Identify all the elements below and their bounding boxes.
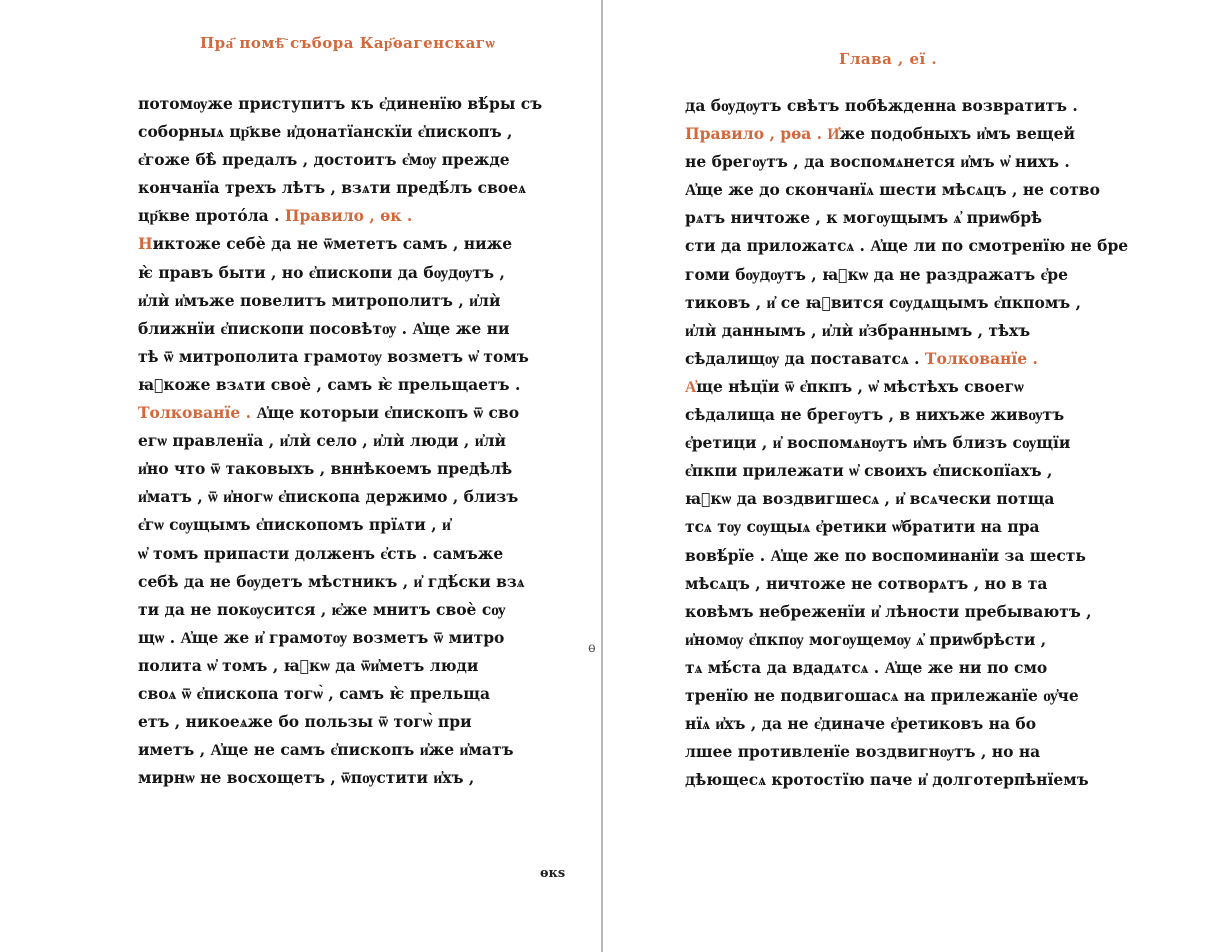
- body-text: и҆но что ѿ таковыхъ , вннѣкоемъ предѣлѣ: [138, 459, 513, 479]
- rubric-text: Толкованїе .: [924, 348, 1038, 368]
- text-line: [138, 174, 542, 202]
- text-line: [138, 624, 542, 652]
- text-line: [685, 682, 1128, 710]
- text-line: [685, 232, 1128, 260]
- body-text: лшее противленїе воздвигнѹтъ , но на: [685, 742, 1041, 762]
- right-text-block: [685, 92, 1128, 794]
- text-line: [138, 511, 542, 539]
- body-text: и҆номѹ є҆пкпѹ могѹщемѹ ѧ҆ приѡбрѣсти ,: [685, 629, 1047, 649]
- text-line: [138, 736, 542, 764]
- text-line: [138, 540, 542, 568]
- body-text: дѣющесѧ кротостїю паче и҆ долготерпѣнїемъ: [685, 770, 1089, 790]
- text-line: [685, 738, 1128, 766]
- text-line: [138, 202, 542, 230]
- body-text: соборныѧ цр҃кве и҆донатїанскїи є҆пископъ ,: [138, 122, 513, 142]
- text-line: [138, 315, 542, 343]
- text-line: [138, 259, 542, 287]
- body-text: ꙗ҆кѡ да воздвигшесѧ , и҆ всѧчески потща: [685, 489, 1055, 509]
- rubric-text: Н: [138, 234, 153, 254]
- text-line: [685, 373, 1128, 401]
- text-line: [138, 343, 542, 371]
- body-text: є҆гоже бѣ̀ предалъ , достоитъ є҆мѹ прежде: [138, 150, 510, 170]
- body-text: себѣ да не бѹдетъ мѣстникъ , и҆ гдѣ́ски взѧ: [138, 571, 525, 591]
- body-text: и҆лѝ и҆мъже повелитъ митрополитъ , и҆лѝ: [138, 290, 501, 310]
- folio: ѳкѕ: [540, 866, 566, 881]
- body-text: тренїю не подвигошасѧ на прилежанїе ѹ҆че: [685, 685, 1079, 705]
- text-line: [685, 710, 1128, 738]
- body-text: є҆пкпи прилежати ѡ҆ своихъ є҆пископїахъ ,: [685, 461, 1053, 481]
- left-running-head: Пра҃ помѣ҇ събора Кар҃ѳагенскагѡ: [200, 34, 496, 52]
- body-text: сѣдалища не брегѹтъ , в нихъже живѹтъ: [685, 405, 1065, 425]
- body-text: мирнѡ не восхощетъ , ѿпѹстити и҆хъ ,: [138, 768, 475, 788]
- text-line: [138, 146, 542, 174]
- body-text: иметъ , А҆ще не самъ є҆пископъ и҆же и҆матъ: [138, 740, 514, 760]
- text-line: [685, 429, 1128, 457]
- text-line: [138, 764, 542, 792]
- body-text: тиковъ , и҆ се ꙗ҆вится сѹдѧщымъ є҆пкпомъ ,: [685, 292, 1081, 312]
- body-text: ѡ҆ томъ припасти долженъ є҆сть . самъже: [138, 543, 504, 563]
- text-line: [685, 289, 1128, 317]
- body-text: потомѹже приступитъ къ є҆динeнїю вѣ́ры съ: [138, 94, 543, 113]
- text-line: [138, 708, 542, 736]
- body-text: тсѧ тѹ сѹщыѧ є҆ретики ѡ҆братити на пра: [685, 517, 1040, 537]
- text-line: [685, 345, 1128, 373]
- text-line: [685, 598, 1128, 626]
- right-page: [603, 0, 1224, 952]
- body-text: ближнїи є҆пископи посовѣтѹ . А҆ще же ни: [138, 318, 510, 338]
- text-line: [685, 542, 1128, 570]
- text-line: [685, 570, 1128, 598]
- text-line: [685, 457, 1128, 485]
- text-line: [138, 287, 542, 315]
- body-text: ти да не покѹсится , ѥ҆же мнитъ своѐ сѹ: [138, 599, 506, 619]
- text-line: [138, 455, 542, 483]
- text-line: [138, 680, 542, 708]
- body-text: є҆ретици , и҆ воспомѧнѹтъ и҆мъ близъ сѹщїи: [685, 433, 1071, 453]
- body-text: вовѣ́рїе . А҆ще же по воспоминанїи за шесть: [685, 545, 1086, 565]
- body-text: гоми бѹдѹтъ , ꙗ҆кѡ да не раздражатъ є҆ре: [685, 264, 1068, 284]
- text-line: [685, 654, 1128, 682]
- body-text: егѡ правленїа , и҆лѝ село , и҆лѝ люди , и҆лѝ: [138, 431, 507, 451]
- text-line: [138, 483, 542, 511]
- left-page: [0, 0, 602, 952]
- text-line: [685, 204, 1128, 232]
- rubric-text: И҆: [822, 124, 840, 144]
- body-text: тѧ мѣ́ста да вдадѧтсѧ . А҆ще же ни по смо: [685, 657, 1048, 677]
- rubric-text: Правило , ѳк .: [284, 206, 413, 226]
- body-text: сти да приложатсѧ . А҆ще ли по смотренїю не бре: [685, 236, 1129, 256]
- gutter-mark: ѳ: [588, 640, 596, 656]
- left-text-block: [138, 90, 542, 792]
- body-text: А҆ще которыи є҆пископъ ѿ сво: [251, 403, 520, 423]
- text-line: [138, 596, 542, 624]
- body-text: щѡ . А҆ще же и҆ грамотѹ возметъ ѿ митро: [138, 627, 505, 647]
- body-text: полита ѡ҆ томъ , ꙗ҆кѡ да ѿи҆метъ люди: [138, 655, 479, 675]
- text-line: [685, 317, 1128, 345]
- body-text: тѣ ѿ митрополита грамотѹ возметъ ѡ҆ томъ: [138, 346, 529, 366]
- text-line: [685, 120, 1128, 148]
- text-line: [685, 513, 1128, 541]
- text-line: [685, 626, 1128, 654]
- body-text: ковѣмъ небреженїи и҆ лѣности пребываютъ ,: [685, 601, 1092, 621]
- text-line: [138, 371, 542, 399]
- text-line: [685, 92, 1128, 120]
- body-text: А҆ще же до скончанїѧ шести мѣсѧцъ , не сотво: [685, 180, 1100, 200]
- text-line: [138, 399, 542, 427]
- body-text: цр҃кве прото́ла .: [138, 206, 285, 226]
- body-text: и҆лѝ даннымъ , и҆лѝ и҆збраннымъ , тѣхъ: [685, 320, 1031, 340]
- body-text: мѣсѧцъ , ничтоже не сотворѧтъ , но в та: [685, 573, 1048, 593]
- body-text: же подобныхъ и҆мъ вещей: [839, 124, 1075, 144]
- body-text: ѥ̀ правъ быти , но є҆пископи да бѹдѹтъ ,: [138, 262, 505, 282]
- text-line: [138, 90, 542, 118]
- text-line: [138, 118, 542, 146]
- body-text: кончанїа трехъ лѣтъ , взѧти предѣ́лъ своеѧ: [138, 178, 526, 198]
- body-text: и҆матъ , ѿ и҆ногѡ є҆пископа держимо , близъ: [138, 487, 519, 507]
- text-line: [685, 766, 1128, 794]
- body-text: рѧтъ ничтоже , к могѹщымъ ѧ҆ приѡбрѣ: [685, 208, 1043, 228]
- text-line: [138, 230, 542, 258]
- body-text: иктоже себѐ да не ѿмететъ самъ , ниже: [152, 234, 513, 254]
- text-line: [685, 261, 1128, 289]
- body-text: да бѹдѹтъ свѣтъ побѣжденна возвратитъ .: [685, 96, 1078, 115]
- body-text: ꙗ҆коже взѧти своѐ , самъ ѥ̀ прельщаетъ .: [138, 374, 521, 394]
- rubric-text: Толкованїе .: [138, 403, 252, 423]
- rubric-text: Правило , рѳа .: [685, 124, 823, 144]
- text-line: [138, 427, 542, 455]
- text-line: [138, 568, 542, 596]
- text-line: [138, 652, 542, 680]
- body-text: не брегѹтъ , да воспомѧнется и҆мъ ѡ҆ нихъ .: [685, 152, 1070, 172]
- text-line: [685, 148, 1128, 176]
- body-text: є҆гѡ сѹщымъ є҆пископомъ прїѧти , и҆: [138, 515, 451, 535]
- rubric-text: А҆: [685, 376, 697, 396]
- text-line: [685, 485, 1128, 513]
- right-running-head: Глава , еї .: [839, 50, 938, 68]
- body-text: ще нѣцїи ѿ є҆пкпъ , ѡ҆ мѣстѣхъ своегѡ: [696, 376, 1024, 396]
- body-text: сѣдалищѹ да поставатсѧ .: [685, 348, 925, 368]
- body-text: своѧ ѿ є҆пископа тогѡ̀ , самъ ѥ̀ прельща: [138, 683, 491, 703]
- body-text: нїѧ и҆хъ , да не є҆диначе є҆ретиковъ на бо: [685, 714, 1037, 734]
- text-line: [685, 401, 1128, 429]
- body-text: етъ , никоеѧже бо пользы ѿ тогѡ̀ при: [138, 712, 472, 732]
- text-line: [685, 176, 1128, 204]
